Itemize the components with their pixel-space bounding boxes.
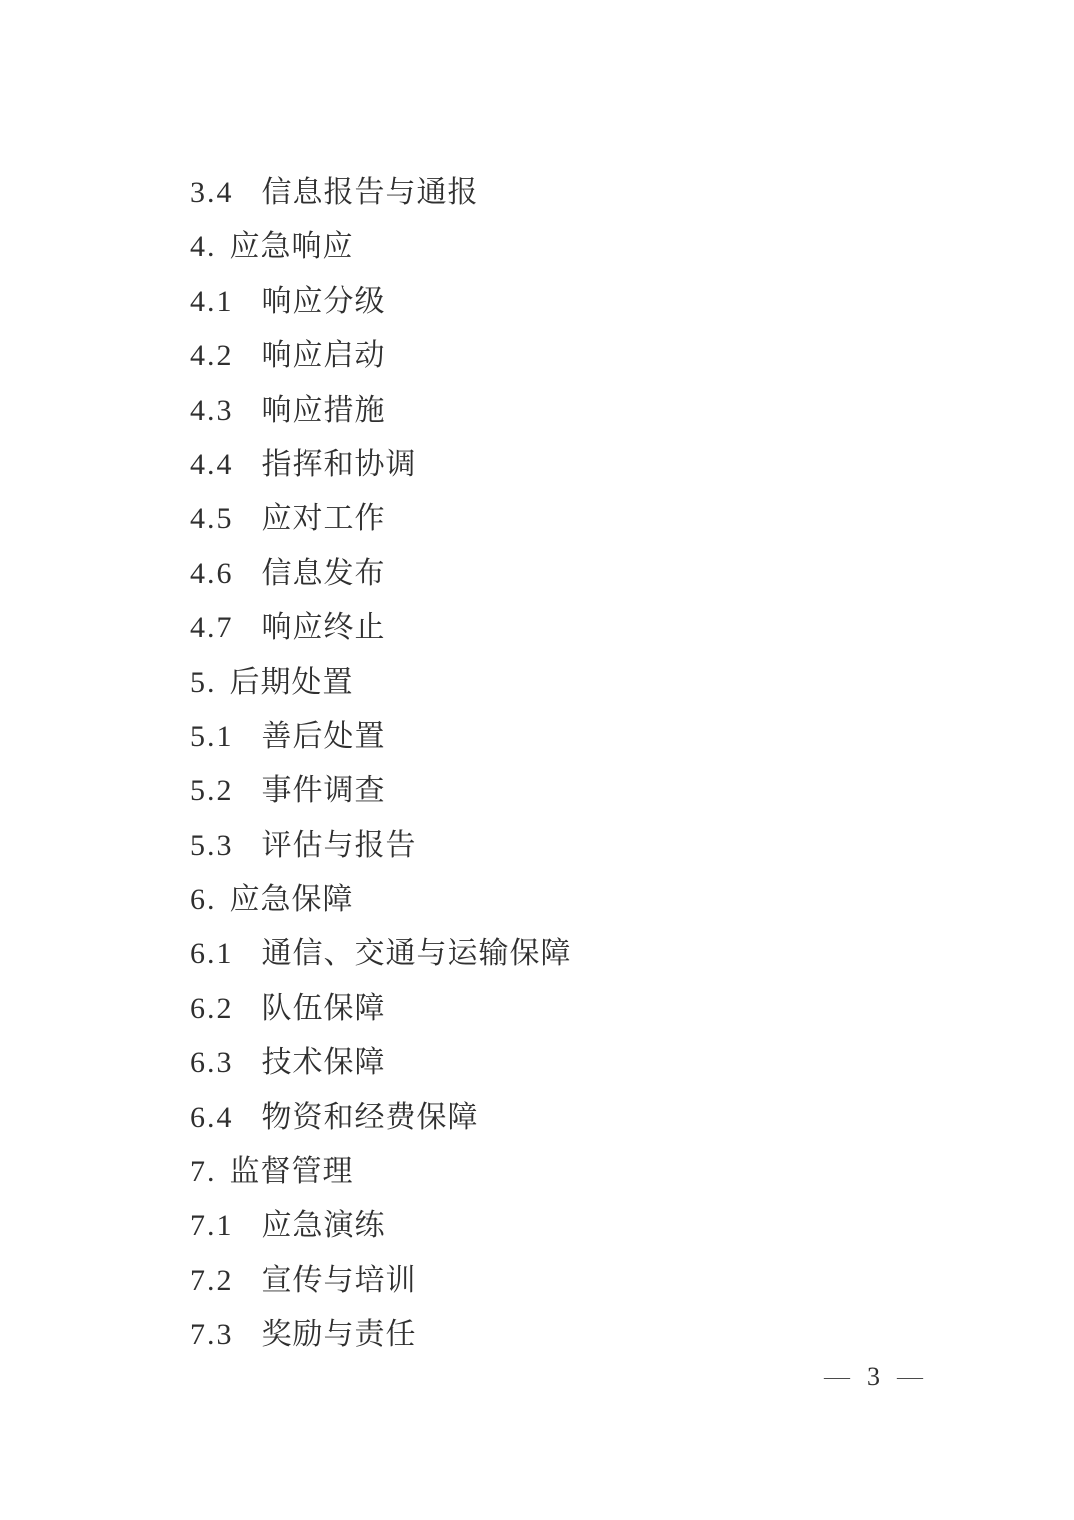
toc-item [190, 438, 990, 492]
toc-item-number: 6. [190, 883, 217, 917]
toc-item-title: 奖励与责任 [261, 1318, 417, 1352]
toc-item-title: 应急保障 [229, 883, 354, 917]
toc-item-title: 应急演练 [261, 1209, 386, 1243]
toc-item-number: 6.3 [190, 1046, 234, 1080]
table-of-contents [190, 166, 990, 1363]
page-number-value: 3 [867, 1362, 880, 1391]
toc-item-number: 6.4 [190, 1100, 234, 1134]
toc-item-number: 7.3 [190, 1318, 234, 1352]
toc-item-title: 后期处置 [229, 665, 354, 699]
toc-item-number: 4.4 [190, 447, 234, 481]
toc-item-number: 7.1 [190, 1209, 234, 1243]
toc-item [190, 166, 990, 220]
toc-item-title: 通信、交通与运输保障 [261, 937, 572, 971]
toc-item [190, 384, 990, 438]
toc-item-title: 响应启动 [261, 339, 386, 373]
toc-item-title: 善后处置 [261, 719, 386, 753]
toc-item-title: 指挥和协调 [261, 447, 417, 481]
toc-item [190, 656, 990, 710]
toc-item-title: 监督管理 [229, 1155, 354, 1189]
toc-item [190, 492, 990, 546]
toc-item [190, 329, 990, 383]
page-number-dash-right: — [897, 1365, 923, 1389]
toc-item-number: 4.5 [190, 502, 234, 536]
toc-item-number: 7.2 [190, 1263, 234, 1297]
toc-item-number: 5.1 [190, 719, 234, 753]
toc-item [190, 1145, 990, 1199]
toc-item [190, 927, 990, 981]
toc-item-number: 5.2 [190, 774, 234, 808]
toc-item-title: 宣传与培训 [261, 1263, 417, 1297]
toc-item [190, 601, 990, 655]
toc-item-title: 响应分级 [261, 284, 386, 318]
toc-item [190, 1091, 990, 1145]
toc-item-title: 事件调查 [261, 774, 386, 808]
toc-item [190, 1036, 990, 1090]
toc-item-title: 技术保障 [261, 1046, 386, 1080]
toc-item [190, 764, 990, 818]
toc-item-number: 5.3 [190, 828, 234, 862]
toc-item-number: 4.6 [190, 556, 234, 590]
toc-item-number: 4. [190, 230, 217, 264]
toc-item-number: 6.1 [190, 937, 234, 971]
toc-item [190, 873, 990, 927]
toc-item-title: 队伍保障 [261, 991, 386, 1025]
toc-item [190, 819, 990, 873]
toc-item-title: 响应终止 [261, 611, 386, 645]
toc-item [190, 982, 990, 1036]
toc-item [190, 710, 990, 764]
toc-item-number: 7. [190, 1155, 217, 1189]
toc-item [190, 547, 990, 601]
toc-item [190, 220, 990, 274]
toc-item-title: 信息发布 [261, 556, 386, 590]
toc-item [190, 1308, 990, 1362]
toc-item [190, 275, 990, 329]
toc-item-title: 响应措施 [261, 393, 386, 427]
toc-item-number: 4.7 [190, 611, 234, 645]
toc-item-number: 4.3 [190, 393, 234, 427]
toc-item-number: 4.1 [190, 284, 234, 318]
toc-item-title: 应急响应 [229, 230, 354, 264]
toc-item-number: 5. [190, 665, 217, 699]
toc-item-number: 3.4 [190, 176, 234, 209]
toc-item [190, 1254, 990, 1308]
page-number [824, 1362, 923, 1392]
page-number-dash-left: — [824, 1365, 850, 1389]
toc-item-title: 物资和经费保障 [261, 1100, 479, 1134]
toc-item [190, 1199, 990, 1253]
toc-item-title: 评估与报告 [261, 828, 417, 862]
toc-item-number: 6.2 [190, 991, 234, 1025]
toc-item-title: 应对工作 [261, 502, 386, 536]
toc-item-number: 4.2 [190, 339, 234, 373]
toc-item-title: 信息报告与通报 [261, 176, 479, 209]
